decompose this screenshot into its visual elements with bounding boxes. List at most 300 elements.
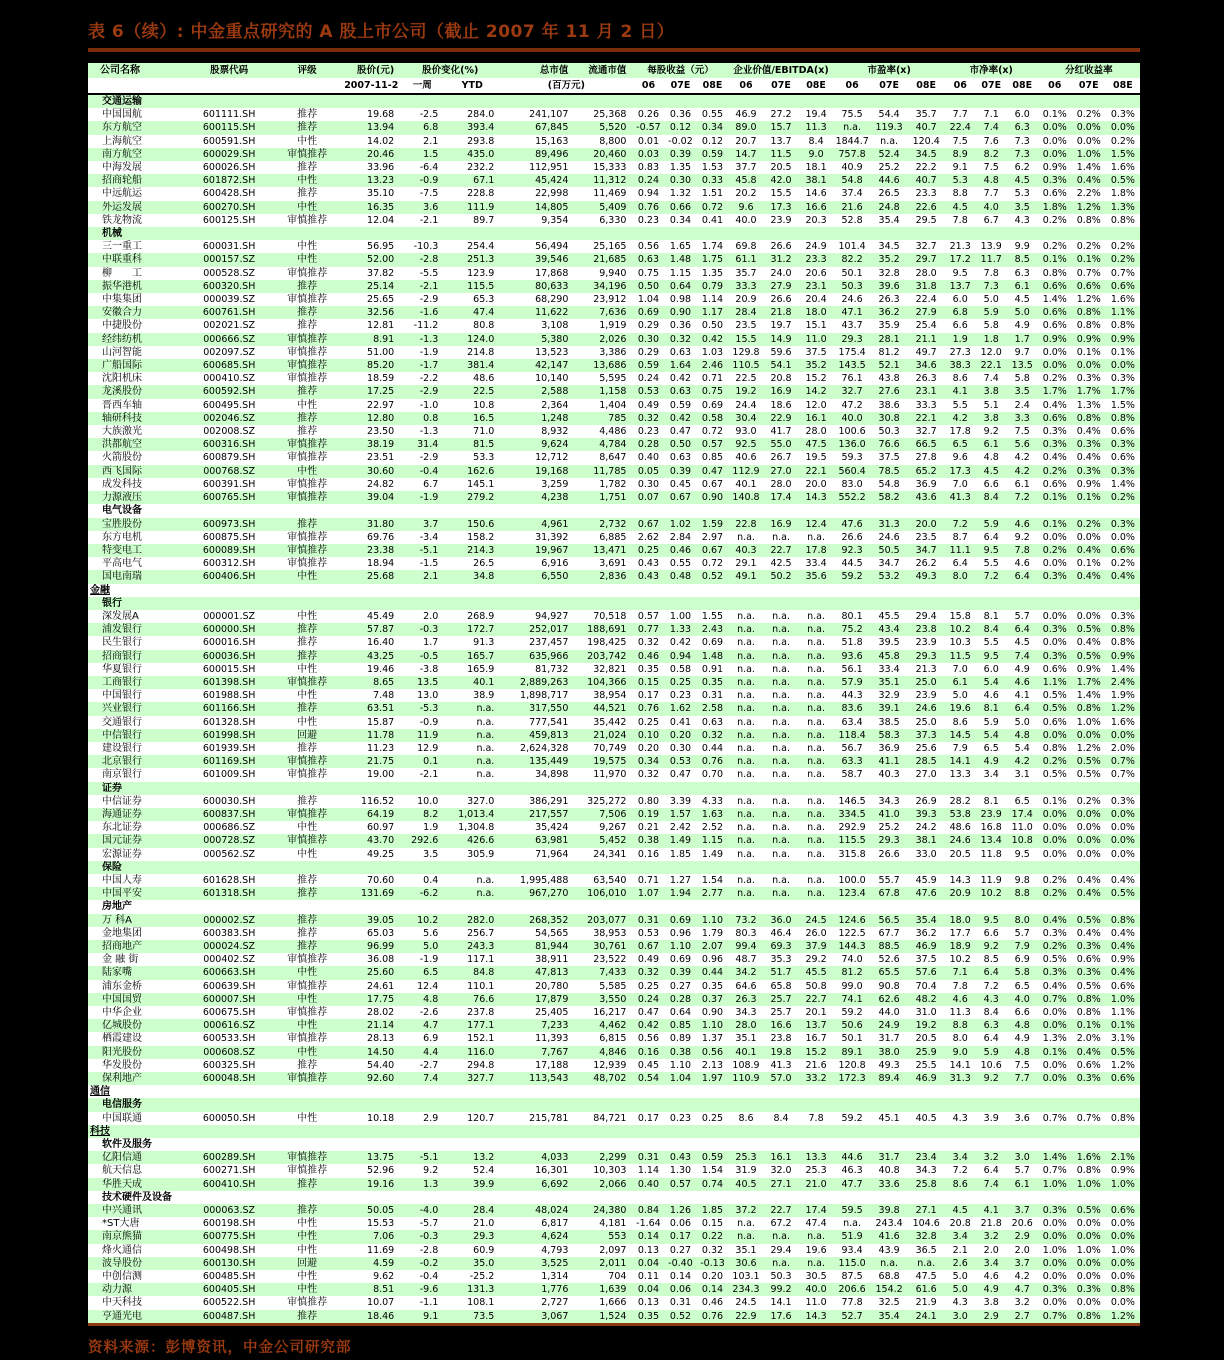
cell: 77.8 (841, 1297, 863, 1309)
cell: 5.3 (1014, 188, 1030, 200)
cell: 89.0 (735, 122, 757, 134)
company-name: 山河智能 (102, 346, 142, 358)
section-label: 房地产 (102, 901, 132, 913)
cell: 0.4% (1076, 927, 1101, 939)
cell: 39.3 (915, 808, 937, 820)
cell: 15,333 (593, 162, 627, 174)
ticker-code: 600875.SH (202, 531, 256, 543)
cell: 11.7 (980, 254, 1002, 266)
ticker-code: 000666.SZ (203, 333, 256, 345)
title-divider (88, 48, 1140, 52)
rating: 推荐 (297, 122, 318, 134)
cell: 25.3 (805, 1165, 827, 1177)
company-name: 陆家嘴 (102, 967, 132, 979)
cell: 0.64 (669, 1007, 692, 1019)
cell: 0.0% (1076, 729, 1101, 741)
cell: 67.1 (473, 175, 495, 187)
cell: 2.1 (423, 135, 439, 147)
company-name: 中天科技 (102, 1297, 142, 1309)
cell: 37.4 (841, 188, 863, 200)
cell: 0.56 (637, 1033, 660, 1045)
cell: 1,751 (599, 492, 627, 504)
cell: 0.1% (1110, 346, 1135, 358)
ticker-code: 601872.SH (202, 175, 256, 187)
cell: 26.3 (735, 993, 757, 1005)
cell: 1.8% (1042, 201, 1067, 213)
company-name: 工商银行 (102, 676, 142, 688)
cell: 24.9 (805, 241, 827, 253)
cell: 1.2% (1110, 703, 1135, 715)
cell: 26.5 (878, 188, 900, 200)
cell: 1,995,488 (520, 874, 569, 886)
company-name: 中信证券 (102, 795, 142, 807)
cell: 0.57 (669, 1178, 692, 1190)
cell: 8.5 (983, 954, 999, 966)
cell: 6.6 (983, 478, 999, 490)
cell: 0.2% (1042, 544, 1067, 556)
cell: 36.2 (915, 927, 937, 939)
cell: 5.5 (952, 399, 968, 411)
cell: 0.23 (669, 690, 692, 702)
cell: 0.47 (669, 426, 692, 438)
cell: 3.9 (983, 1112, 999, 1124)
ticker-code: 002008.SZ (203, 426, 256, 438)
rating: 中性 (297, 571, 318, 583)
cell: 0.0% (1076, 1257, 1101, 1269)
rating: 中性 (297, 175, 318, 187)
cell: n.a. (880, 135, 899, 147)
ticker-code: 600270.SH (202, 201, 256, 213)
cell: 32.7 (915, 426, 937, 438)
section-row (88, 227, 1140, 240)
cell: 4.0 (1014, 993, 1030, 1005)
cell: n.a. (737, 637, 755, 649)
cell: 33.2 (805, 1073, 827, 1085)
cell: 1.17 (701, 307, 724, 319)
cell: n.a. (476, 742, 495, 754)
company-row (88, 1296, 1140, 1309)
cell: 57.6 (915, 967, 937, 979)
cell: 6.1 (1014, 280, 1030, 292)
cell: 0.7% (1110, 769, 1135, 781)
company-row (88, 1257, 1140, 1270)
section-label: 技术硬件及设备 (102, 1191, 172, 1203)
rating: 中性 (297, 1020, 318, 1032)
cell: n.a. (772, 795, 790, 807)
cell: 0.9% (1110, 954, 1135, 966)
cell: 334.5 (838, 808, 866, 820)
cell: 1.5 (423, 148, 439, 160)
cell: 305.9 (467, 848, 495, 860)
cell: 1,013.4 (458, 808, 495, 820)
cell: 1844.7 (835, 135, 869, 147)
cell: -2.1 (419, 214, 439, 226)
company-name: 国元证券 (102, 835, 142, 847)
cell: 9,624 (541, 439, 569, 451)
cell: 0.72 (701, 201, 724, 213)
cell: 19.5 (805, 452, 827, 464)
cell: 11,785 (593, 465, 627, 477)
cell: 25.0 (915, 676, 937, 688)
cell: 294.8 (467, 1059, 495, 1071)
cell: n.a. (737, 756, 755, 768)
cell: 46.9 (915, 941, 937, 952)
cell: 17.8 (949, 426, 971, 438)
cell: 0.3% (1042, 571, 1067, 583)
cell: 7.5 (1014, 1059, 1030, 1071)
cell: 0.0% (1042, 1020, 1067, 1032)
cell: 7.1 (952, 967, 968, 979)
cell: 0.39 (669, 967, 692, 979)
cell: 29.4 (770, 1244, 792, 1256)
cell: 40.0 (805, 1284, 827, 1296)
ticker-code: 000002.SZ (203, 914, 256, 926)
cell: 0.34 (637, 756, 660, 768)
cell: 11.23 (367, 742, 395, 754)
cell: 15.1 (805, 320, 827, 332)
cell: 4.3 (952, 1112, 968, 1124)
company-row (88, 306, 1140, 319)
cell: 785 (608, 412, 627, 424)
cell: 7,636 (599, 307, 627, 319)
cell: 3.6 (1014, 1112, 1030, 1124)
cell: 0.94 (637, 188, 660, 200)
cell: 2.97 (701, 531, 724, 543)
cell: 35.10 (367, 188, 395, 200)
cell: 0.41 (669, 716, 692, 728)
cell: 0.0% (1110, 1231, 1135, 1243)
cell: 1.1% (1110, 307, 1135, 319)
cell: 0.5% (1076, 1205, 1101, 1217)
cell: 11.69 (367, 1244, 395, 1256)
cell: n.a. (917, 1257, 936, 1269)
cell: 36.5 (915, 1244, 937, 1256)
company-name: 中国平安 (102, 888, 142, 900)
cell: 24.1 (915, 1310, 937, 1322)
cell: 217,557 (529, 808, 569, 820)
cell: 45.5 (805, 967, 827, 979)
cell: 0.7% (1042, 993, 1067, 1005)
cell: 0.29 (637, 320, 660, 332)
col-price-change: 股价变化(%) (400, 62, 500, 78)
cell: 27.1 (915, 1205, 937, 1217)
cell: 6.6 (952, 320, 968, 332)
cell: 48,024 (535, 1205, 569, 1217)
cell: 1,639 (599, 1284, 627, 1296)
cell: 10.8 (473, 399, 495, 411)
cell: 0.3% (1076, 1284, 1101, 1296)
rating: 审慎推荐 (287, 558, 328, 570)
cell: 0.45 (669, 478, 692, 490)
cell: 45.5 (878, 610, 900, 622)
cell: 2.52 (701, 822, 724, 834)
company-name: 深发展A (102, 610, 139, 622)
cell: 1.27 (669, 874, 692, 886)
cell: 29.2 (805, 954, 827, 966)
cell: 0.59 (701, 148, 724, 160)
company-row (88, 927, 1140, 940)
cell: 43.25 (367, 650, 395, 662)
rating: 推荐 (297, 941, 318, 952)
cell: 35.2 (878, 254, 900, 266)
cell: 4.6 (983, 690, 999, 702)
cell: 1.0% (1110, 993, 1135, 1005)
cell: 0.0% (1110, 122, 1135, 134)
cell: 0.6% (1042, 320, 1067, 332)
cell: 16.7 (805, 1033, 827, 1045)
cell: 214.3 (467, 544, 495, 556)
cell: 1.8 (983, 333, 999, 345)
rating: 推荐 (297, 307, 318, 319)
cell: 0.32 (701, 729, 724, 741)
cell: 0.22 (701, 1231, 724, 1243)
cell: 22.7 (770, 544, 792, 556)
cell: 35.1 (735, 1244, 757, 1256)
cell: 2.0% (1110, 742, 1135, 754)
cell: 5,380 (541, 333, 569, 345)
cell: 22,998 (535, 188, 569, 200)
cell: 0.3% (1042, 967, 1067, 979)
cell: 1.32 (669, 188, 692, 200)
cell: 50.6 (841, 1020, 863, 1032)
cell: 31.0 (915, 1007, 937, 1019)
cell: 0.8% (1076, 412, 1101, 424)
rating: 中性 (297, 1244, 318, 1256)
cell: 0.83 (637, 162, 660, 174)
cell: 1.2% (1110, 1310, 1135, 1322)
company-row (88, 121, 1140, 134)
cell: 0.32 (701, 1244, 724, 1256)
company-name: 招商轮船 (102, 175, 142, 187)
cell: 165.7 (467, 650, 495, 662)
cell: 1.2% (1076, 742, 1101, 754)
cell: 3.2 (983, 1231, 999, 1243)
cell: 0.3% (1042, 426, 1067, 438)
cell: 6.4 (1014, 624, 1030, 636)
cell: 2.0 (1014, 1244, 1030, 1256)
cell: 0.71 (637, 874, 660, 886)
cell: 0.59 (637, 360, 660, 372)
cell: 0.25 (637, 980, 660, 992)
cell: 70.4 (915, 980, 937, 992)
ticker-code: 002097.SZ (203, 346, 256, 358)
cell: 34.3 (735, 1007, 757, 1019)
cell: 50.3 (878, 426, 900, 438)
cell: 6.4 (983, 967, 999, 979)
cell: 33.3 (735, 280, 757, 292)
cell: 32.56 (367, 307, 395, 319)
cell: 48.6 (949, 822, 971, 834)
cell: 0.49 (637, 954, 660, 966)
cell: 10.2 (417, 914, 439, 926)
cell: n.a. (476, 769, 495, 781)
cell: 15,163 (535, 135, 569, 147)
cell: 0.48 (669, 571, 692, 583)
cell: 435.0 (467, 148, 495, 160)
cell: 282.0 (467, 914, 495, 926)
company-row (88, 650, 1140, 663)
cell: 0.0% (1076, 1218, 1101, 1230)
cell: 10.2 (980, 888, 1002, 900)
cell: 0.69 (701, 399, 724, 411)
cell: 8.2 (423, 808, 439, 820)
cell: 20.6 (1011, 1218, 1033, 1230)
cell: 11,970 (593, 769, 627, 781)
cell: 4,624 (541, 1231, 569, 1243)
cell: 28.0 (805, 426, 827, 438)
cell: 29.3 (841, 333, 863, 345)
cell: 4.7 (423, 1020, 439, 1032)
cell: 0.21 (637, 822, 660, 834)
cell: 6.9 (1014, 954, 1030, 966)
cell: 46.9 (735, 109, 757, 121)
cell: n.a. (476, 729, 495, 741)
cell: 0.15 (637, 676, 660, 688)
cell: -10.3 (413, 241, 439, 253)
cell: 21.8 (980, 1218, 1002, 1230)
company-row (88, 1112, 1140, 1125)
cell: 0.2% (1042, 373, 1067, 385)
cell: 158.2 (467, 531, 495, 543)
company-row (88, 293, 1140, 306)
cell: 2,588 (541, 386, 569, 398)
cell: 52.4 (473, 1165, 495, 1177)
cell: 9.1 (423, 1310, 439, 1322)
section-label: 机械 (102, 228, 122, 240)
cell: 70,749 (593, 742, 627, 754)
cell: 1.30 (669, 1165, 692, 1177)
cell: 1.54 (701, 1165, 724, 1177)
cell: 34.3 (878, 795, 900, 807)
ticker-code: 600320.SH (202, 280, 256, 292)
cell: 115.5 (838, 835, 866, 847)
cell: n.a. (772, 676, 790, 688)
cell: 50.3 (841, 280, 863, 292)
cell: -4.0 (419, 1205, 439, 1217)
cell: 28.0 (770, 478, 792, 490)
cell: 0.8% (1076, 993, 1101, 1005)
cell: 26.5 (473, 558, 495, 570)
cell: 47.7 (841, 1178, 863, 1190)
cell: 0.42 (669, 373, 692, 385)
cell: 0.2% (1042, 874, 1067, 886)
cell: n.a. (807, 808, 825, 820)
cell: 21.9 (915, 1297, 937, 1309)
cell: 56,494 (535, 241, 569, 253)
cell: 0.85 (669, 1020, 692, 1032)
rating: 推荐 (297, 1205, 318, 1217)
ticker-code: 600761.SH (202, 307, 256, 319)
cell: 25.60 (367, 967, 395, 979)
cell: 50.3 (770, 1271, 792, 1283)
cell: 38.1 (915, 835, 937, 847)
ticker-code: 600410.SH (202, 1178, 256, 1190)
company-row (88, 557, 1140, 570)
rating: 中性 (297, 993, 318, 1005)
cell: 12.4 (417, 980, 439, 992)
cell: n.a. (807, 716, 825, 728)
cell: 1.7 (1014, 333, 1030, 345)
rating: 中性 (297, 663, 318, 675)
ticker-code: 000616.SZ (203, 1020, 256, 1032)
cell: 2.58 (701, 703, 724, 715)
cell: 3,691 (599, 558, 627, 570)
cell: 5.9 (983, 518, 999, 530)
ticker-code: 002021.SZ (203, 320, 256, 332)
sub-unit: (百万元) (500, 78, 632, 94)
cell: 0.4% (1076, 888, 1101, 900)
cell: 35.1 (878, 676, 900, 688)
cell: 7.0 (952, 478, 968, 490)
cell: 0.0% (1042, 1059, 1067, 1071)
cell: 8.1 (983, 795, 999, 807)
cell: 4.8 (983, 452, 999, 464)
cell: 203,077 (587, 914, 627, 926)
company-name: 上海航空 (102, 135, 142, 147)
rating: 推荐 (297, 386, 318, 398)
cell: 120.4 (912, 135, 940, 147)
cell: 6.5 (1014, 980, 1030, 992)
ticker-code: 600391.SH (202, 478, 256, 490)
cell: 84.8 (473, 967, 495, 979)
cell: 43.7 (841, 320, 863, 332)
company-row (88, 1270, 1140, 1283)
cell: 15.8 (949, 610, 971, 622)
cell: 0.5% (1042, 769, 1067, 781)
company-name: 招商银行 (102, 650, 142, 662)
cell: 0.0% (1042, 1007, 1067, 1019)
cell: 560.4 (838, 465, 866, 477)
cell: 39.5 (878, 637, 900, 649)
cell: 58.7 (841, 769, 863, 781)
cell: 34.7 (878, 558, 900, 570)
cell: n.a. (737, 822, 755, 834)
cell: 7.06 (373, 1231, 395, 1243)
ticker-code: 600007.SH (202, 993, 256, 1005)
cell: 40.3 (878, 769, 900, 781)
cell: 100.0 (838, 874, 866, 886)
cell: 3.7 (423, 518, 439, 530)
cell: 0.3% (1076, 967, 1101, 979)
rating: 中性 (297, 610, 318, 622)
cell: 22.97 (367, 399, 395, 411)
cell: 26.7 (770, 452, 792, 464)
cell: 0.3% (1042, 175, 1067, 187)
cell: 3.2 (983, 1152, 999, 1164)
cell: 28.02 (367, 1007, 395, 1019)
cell: 7.5 (1014, 426, 1030, 438)
cell: -2.9 (419, 386, 439, 398)
cell: 0.0% (1042, 808, 1067, 820)
cell: 19.00 (367, 769, 395, 781)
cell: 327.0 (467, 795, 495, 807)
cell: 0.5% (1076, 914, 1101, 926)
cell: 0.41 (701, 214, 724, 226)
company-name: 海通证券 (102, 808, 142, 820)
cell: 29.1 (735, 558, 757, 570)
rating: 中性 (297, 135, 318, 147)
company-name: 中国人寿 (102, 874, 142, 886)
col-group-pb: 市净率(x) (945, 62, 1038, 78)
cell: 2.4% (1110, 676, 1135, 688)
cell: 7,433 (599, 967, 627, 979)
rating: 审慎推荐 (287, 373, 328, 385)
rating: 审慎推荐 (287, 452, 328, 464)
cell: 19.2 (735, 386, 757, 398)
cell: 46.9 (915, 1073, 937, 1085)
cell: 0.5% (1076, 769, 1101, 781)
cell: 0.25 (637, 544, 660, 556)
